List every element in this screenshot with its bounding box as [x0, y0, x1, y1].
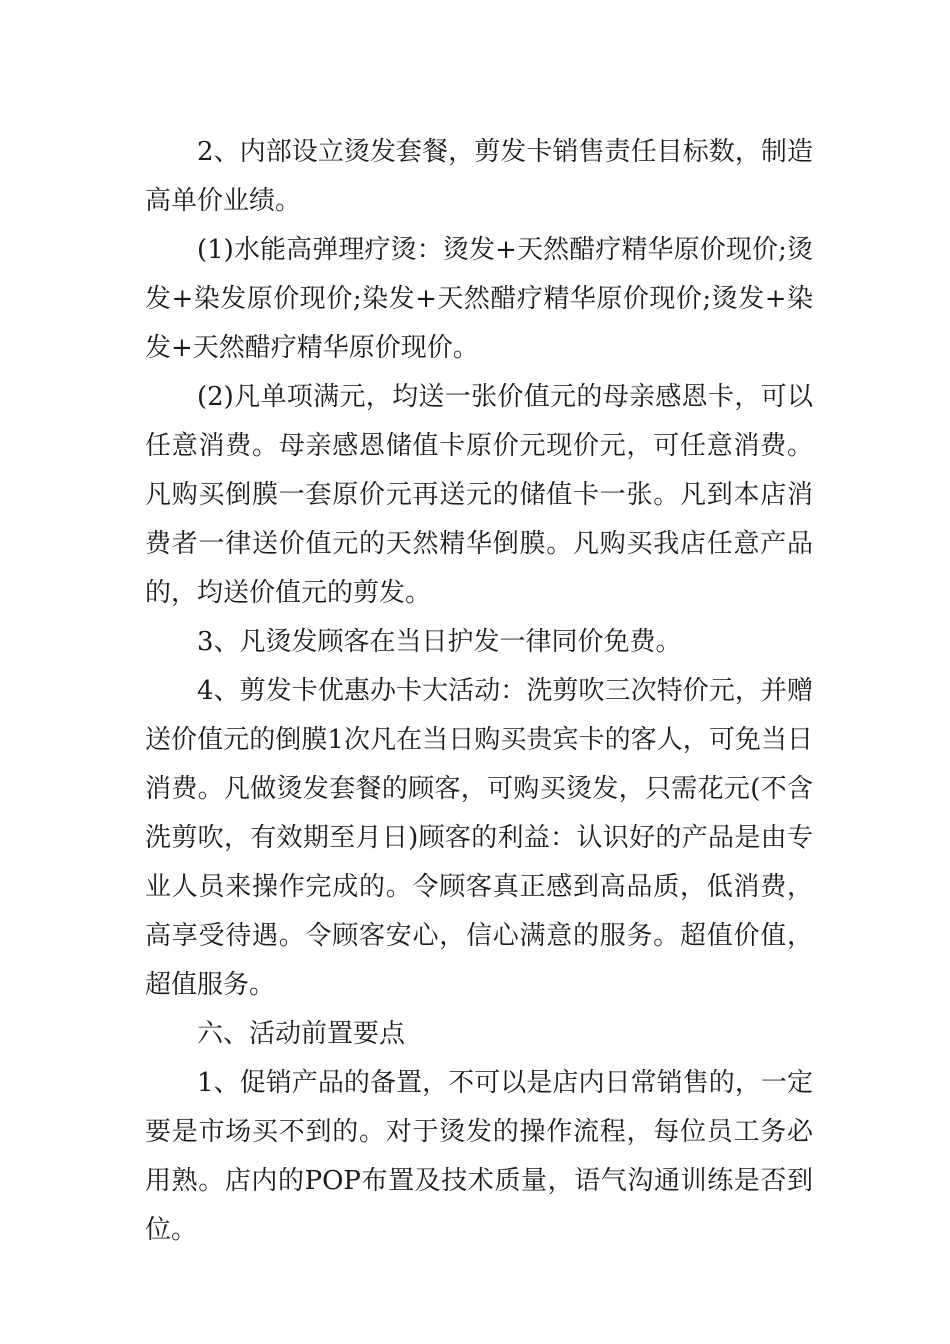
- section-heading-preparation: 六、活动前置要点: [197, 1019, 406, 1049]
- paragraph-free-care: 3、凡烫发顾客在当日护发一律同价免费。: [197, 627, 682, 657]
- document-body: [145, 128, 813, 1255]
- paragraph-item-1: (1)水能高弹理疗烫：烫发+天然醋疗精华原价现价;烫发+染发原价现价;染发+天然醋疗精华原价现价;烫发+染发+天然醋疗精华原价现价。: [145, 235, 813, 363]
- paragraph-item-2: (2)凡单项满元，均送一张价值元的母亲感恩卡，可以任意消费。母亲感恩储值卡原价元现价元，可任意消费。凡购买倒膜一套原价元再送元的储值卡一张。凡到本店消费者一律送价值元的天然精华倒膜。凡购买我店任意产品的，均送价值元的剪发。: [145, 382, 813, 608]
- paragraph-haircut-card: 4、剪发卡优惠办卡大活动：洗剪吹三次特价元，并赠送价值元的倒膜1次凡在当日购买贵宾卡的客人，可免当日消费。凡做烫发套餐的顾客，可购买烫发，只需花元(不含洗剪吹，有效期至月日)顾客的利益：认识好的产品是由专业人员来操作完成的。令顾客真正感到高品质，低消费，高享受待遇。令顾客安心，信心满意的服务。超值价值，超值服务。: [145, 676, 813, 1000]
- paragraph-perm-package: 2、内部设立烫发套餐，剪发卡销售责任目标数，制造高单价业绩。: [145, 137, 813, 216]
- paragraph-product-prep: 1、促销产品的备置，不可以是店内日常销售的，一定要是市场买不到的。对于烫发的操作流程，每位员工务必用熟。店内的POP布置及技术质量，语气沟通训练是否到位。: [145, 1068, 813, 1245]
